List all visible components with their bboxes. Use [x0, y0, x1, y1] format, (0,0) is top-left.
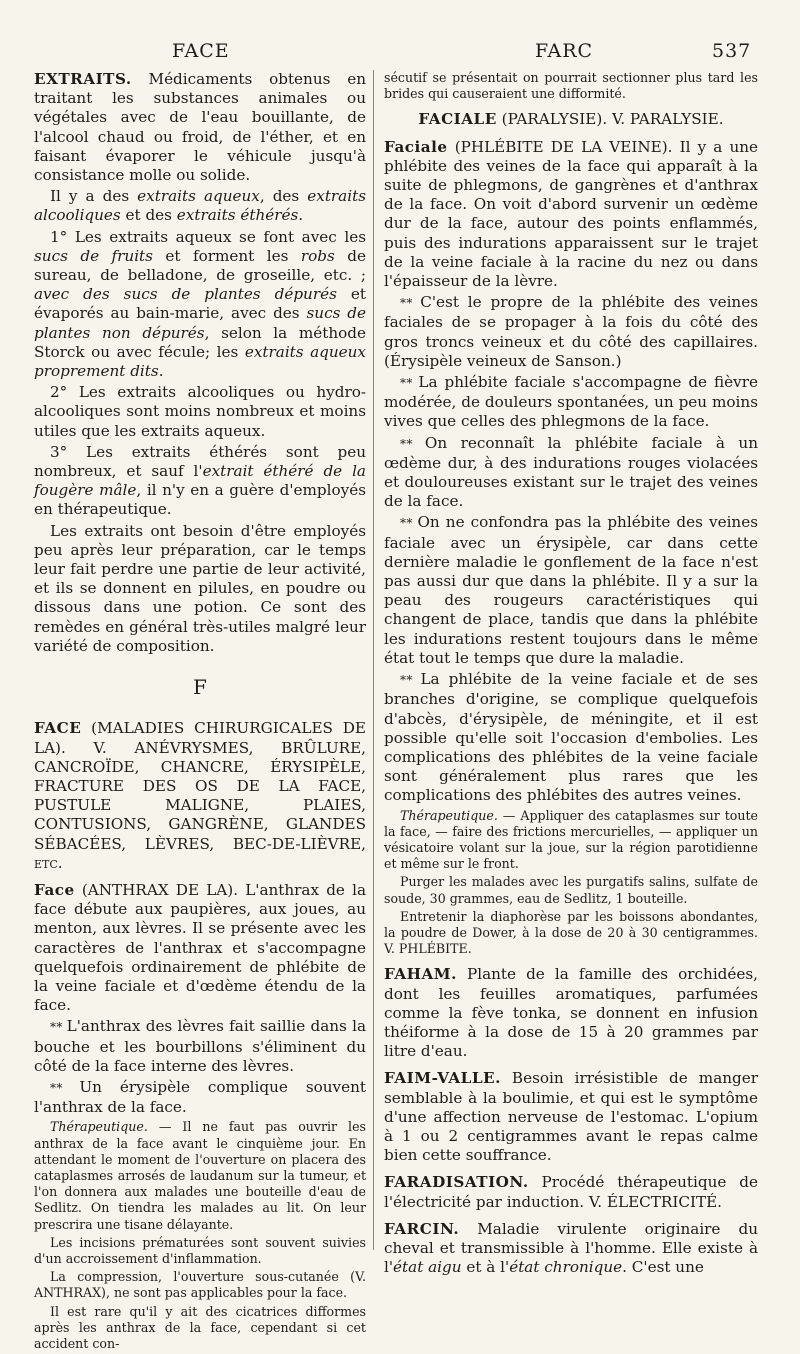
headword-farcin: FARCIN.	[384, 1219, 460, 1238]
headword-extraits: EXTRAITS.	[34, 70, 132, 88]
extraits-usage-paragraph: Les extraits ont besoin d'être employés peu après leur préparation, car le temps leur fait perdre une partie de leur activité, et ils se donnent en pilules, en poudre ou dissous dans une potion. Ce sont des remèdes en général très-utiles malgré leur variété de composition.	[34, 521, 366, 655]
headword-face: FACE	[34, 719, 82, 738]
asterism-icon: * *	[400, 516, 412, 531]
entry-farcin: FARCIN. Maladie virulente originaire du cheval et transmissible à l'homme. Elle existe à l'état aigu et à l'état chronique. C'est une	[384, 1219, 758, 1277]
headword-faciale-phlebite: Faciale	[384, 137, 448, 156]
entry-faradisation: FARADISATION. Procédé thérapeutique de l'électricité par induction. V. ÉLECTRICITÉ.	[384, 1173, 758, 1211]
headword-faradisation: FARADISATION.	[384, 1173, 529, 1192]
continuation-text: sécutif se présentait on pourrait sectionner plus tard les brides qui causeraient une difformité.	[384, 70, 758, 102]
headword-faim-valle: FAIM-VALLE.	[384, 1069, 501, 1088]
section-letter: F	[193, 675, 207, 700]
left-column	[34, 70, 366, 1354]
right-column: sécutif se présentait on pourrait sectionner plus tard les brides qui causeraient une difformité. FACIALE (PARALYSIE). V. PARALYSIE. Faciale (PHLÉBITE DE LA VEINE). Il y a une phlébite des veines de la face qui apparaît à la suite de phlegmons, de gangrènes et d'anthrax de la face. On voit d'abord survenir un œdème dur de la face, autour des points enflammés, puis des indurations apparaissent sur le trajet de la veine faciale à la racine du nez ou dans l'épaisseur de la lèvre. * * C'est le propre de la phlébite des veines faciales de se propager à la fois du côté des gros troncs veineux et du côté des capillaires. (Érysipèle veineux de Sanson.) * * La phlébite faciale s'accompagne de fièvre modérée, de douleurs spontanées, un peu moins vives que celles des phlegmons de la face. * * On reconnaît la phlébite faciale à un œdème dur, à des indurations rouges violacées et douloureuses existant sur le trajet des veines de la face. * * On ne confondra pas la phlébite des veines faciale avec un érysipèle, car dans cette dernière maladie le gonflement de la face n'est pas aussi dur que dans la phlébite. Il y a sur la peau des rougeurs caractéristiques qui changent de place, tandis que dans la phlébite les indurations restent toujours dans le même état tout le temps que dure la maladie. * * La phlébite de la veine faciale et de ses branches d'origine, se complique quelquefois d'abcès, d'érysipèle, de méningite, et il est possible qu'elle soit l'occasion d'embolies. Les complications des phlébites de la veine faciale sont généralement plus rares que les complications des phlébites des autres veines. Thérapeutique. — Appliquer des cataplasmes sur toute la face, — faire des frictions mercurielles, — appliquer un vésicatoire volant sur la joue, sur la région parotidienne et même sur le front. Purger les malades avec les purgatifs salins, sulfate de soude, 30 grammes, eau de Sedlitz, 1 bouteille. Entretenir la diaphorèse par les boissons abondantes, la poudre de Dower, à la dose de 20 à 30 centigrammes. V. PHLÉBITE. FAHAM. Plante de la famille des orchidées, dont les feuilles aromatiques, parfumées comme la fève tonka, se donnent en infusion théiforme à la dose de 15 à 20 grammes par litre d'eau. FAIM-VALLE. Besoin irrésistible de manger semblable à la boulimie, et qui est le symptôme d'une affection nerveuse de l'estomac. L'opium à 1 ou 2 centigrammes avant le repas calme bien cette souffrance. FARADISATION. Procédé thérapeutique de l'électricité par induction. V. ÉLECTRICITÉ. FARCIN. Maladie virulente originaire du cheval et transmissible à l'homme. Elle existe à l'état aigu et à l'état chronique. C'est une	[384, 70, 758, 1277]
anthrax-therapeutique: Thérapeutique. — Il ne faut pas ouvrir les anthrax de la face avant le cinquième jour. En attendant le moment de l'ouverture on placera des cataplasmes arrosés de laudanum sur la tumeur, et l'on donnera aux malades une bouteille d'eau de Sedlitz. On tiendra les malades au lit. On leur prescrira une tisane délayante. Les incisions prématurées sont souvent suivies d'un accroissement d'inflammation. La compression, l'ouverture sous-cutanée (V. ANTHRAX), ne sont pas applicables pour la face. Il est rare qu'il y ait des cicatrices difformes après les anthrax de la face, cependant si cet accident con-	[34, 1119, 366, 1351]
entry-face-anthrax: Face (ANTHRAX DE LA). L'anthrax de la face débute aux paupières, aux joues, au menton, aux lèvres. Il se présente avec les caractères de l'anthrax et s'accompagne quelquefois ordinairement de phlébite de la veine faciale et d'œdème étendu de la face.	[34, 880, 366, 1015]
entry-extraits: EXTRAITS. Médicaments obtenus en traitant les substances animales ou végétales avec de l'eau bouillante, de l'alcool chaud ou froid, de l'éther, et en faisant évaporer le véhicule jusqu'à consistance molle ou solide.	[34, 70, 366, 185]
page-number: 537	[712, 40, 752, 62]
entry-faciale-paralysie: FACIALE (PARALYSIE). V. PARALYSIE.	[418, 110, 724, 129]
asterism-icon: * *	[400, 673, 412, 688]
entry-face-maladies: FACE (MALADIES CHIRURGICALES DE LA). V. ANÉVRYSMES, BRÛLURE, CANCROÏDE, CHANCRE, ÉRYSIPÈLE, FRACTURE DES OS DE LA FACE, PUSTULE MALIGNE, PLAIES, CONTUSIONS, GANGRÈNE, GLANDES SÉBACÉES, LÈVRES, BEC-DE-LIÈVRE, etc.	[34, 719, 366, 872]
phlebite-therapeutique: Thérapeutique. — Appliquer des cataplasmes sur toute la face, — faire des frictions mercurielles, — appliquer un vésicatoire volant sur la joue, sur la région parotidienne et même sur le front. Purger les malades avec les purgatifs salins, sulfate de soude, 30 grammes, eau de Sedlitz, 1 bouteille. Entretenir la diaphorèse par les boissons abondantes, la poudre de Dower, à la dose de 20 à 30 centigrammes. V. PHLÉBITE.	[384, 807, 758, 957]
running-header-left: FACE	[172, 40, 230, 62]
running-header-middle: FARC	[535, 40, 594, 62]
extraits-etheres-paragraph: 3° Les extraits éthérés sont peu nombreux, et sauf l'extrait éthéré de la fougère mâle, il n'y en a guère d'employés en thérapeutique.	[34, 442, 366, 519]
entry-faim-valle: FAIM-VALLE. Besoin irrésistible de manger semblable à la boulimie, et qui est le symptôme d'une affection nerveuse de l'estomac. L'opium à 1 ou 2 centigrammes avant le repas calme bien cette souffrance.	[384, 1069, 758, 1165]
extraits-types-paragraph: Il y a des extraits aqueux, des extraits alcooliques et des extraits éthérés.	[34, 187, 366, 225]
headword-faham: FAHAM.	[384, 965, 457, 984]
asterism-icon: * *	[50, 1020, 62, 1035]
entry-faham: FAHAM. Plante de la famille des orchidées, dont les feuilles aromatiques, parfumées comme la fève tonka, se donnent en infusion théiforme à la dose de 15 à 20 grammes par litre d'eau.	[384, 965, 758, 1061]
extraits-aqueux-paragraph: 1° Les extraits aqueux se font avec les sucs de fruits et forment les robs de sureau, de belladone, de groseille, etc. ; avec des sucs de plantes dépurés et évaporés au bain-marie, avec des sucs de plantes non dépurés, selon la méthode Storck ou avec fécule; les extraits aqueux proprement dits.	[34, 227, 367, 381]
anthrax-erysipele-paragraph: * * Un érysipèle complique souvent l'anthrax de la face.	[34, 1077, 366, 1117]
asterism-icon: * *	[50, 1080, 62, 1095]
entry-faciale-phlebite: Faciale (PHLÉBITE DE LA VEINE). Il y a une phlébite des veines de la face qui apparaît à la suite de phlegmons, de gangrènes et d'anthrax de la face. On voit d'abord survenir un œdème dur de la face, autour des points enflammés, puis des indurations apparaissent sur le trajet de la veine faciale à la racine du nez ou dans l'épaisseur de la lèvre.	[384, 137, 758, 291]
column-divider	[373, 70, 374, 1250]
anthrax-levres-paragraph: * * L'anthrax des lèvres fait saillie dans la bouche et les bourbillons s'éliminent du côté de la face interne des lèvres.	[34, 1017, 366, 1075]
headword-face-anthrax: Face	[34, 880, 75, 899]
asterism-icon: * *	[400, 376, 412, 391]
extraits-alcooliques-paragraph: 2° Les extraits alcooliques ou hydro-alcooliques sont moins nombreux et moins utiles que les extraits aqueux.	[34, 383, 366, 440]
asterism-icon: * *	[400, 436, 412, 451]
asterism-icon: * *	[400, 296, 412, 311]
headword-faciale: FACIALE	[418, 110, 497, 129]
